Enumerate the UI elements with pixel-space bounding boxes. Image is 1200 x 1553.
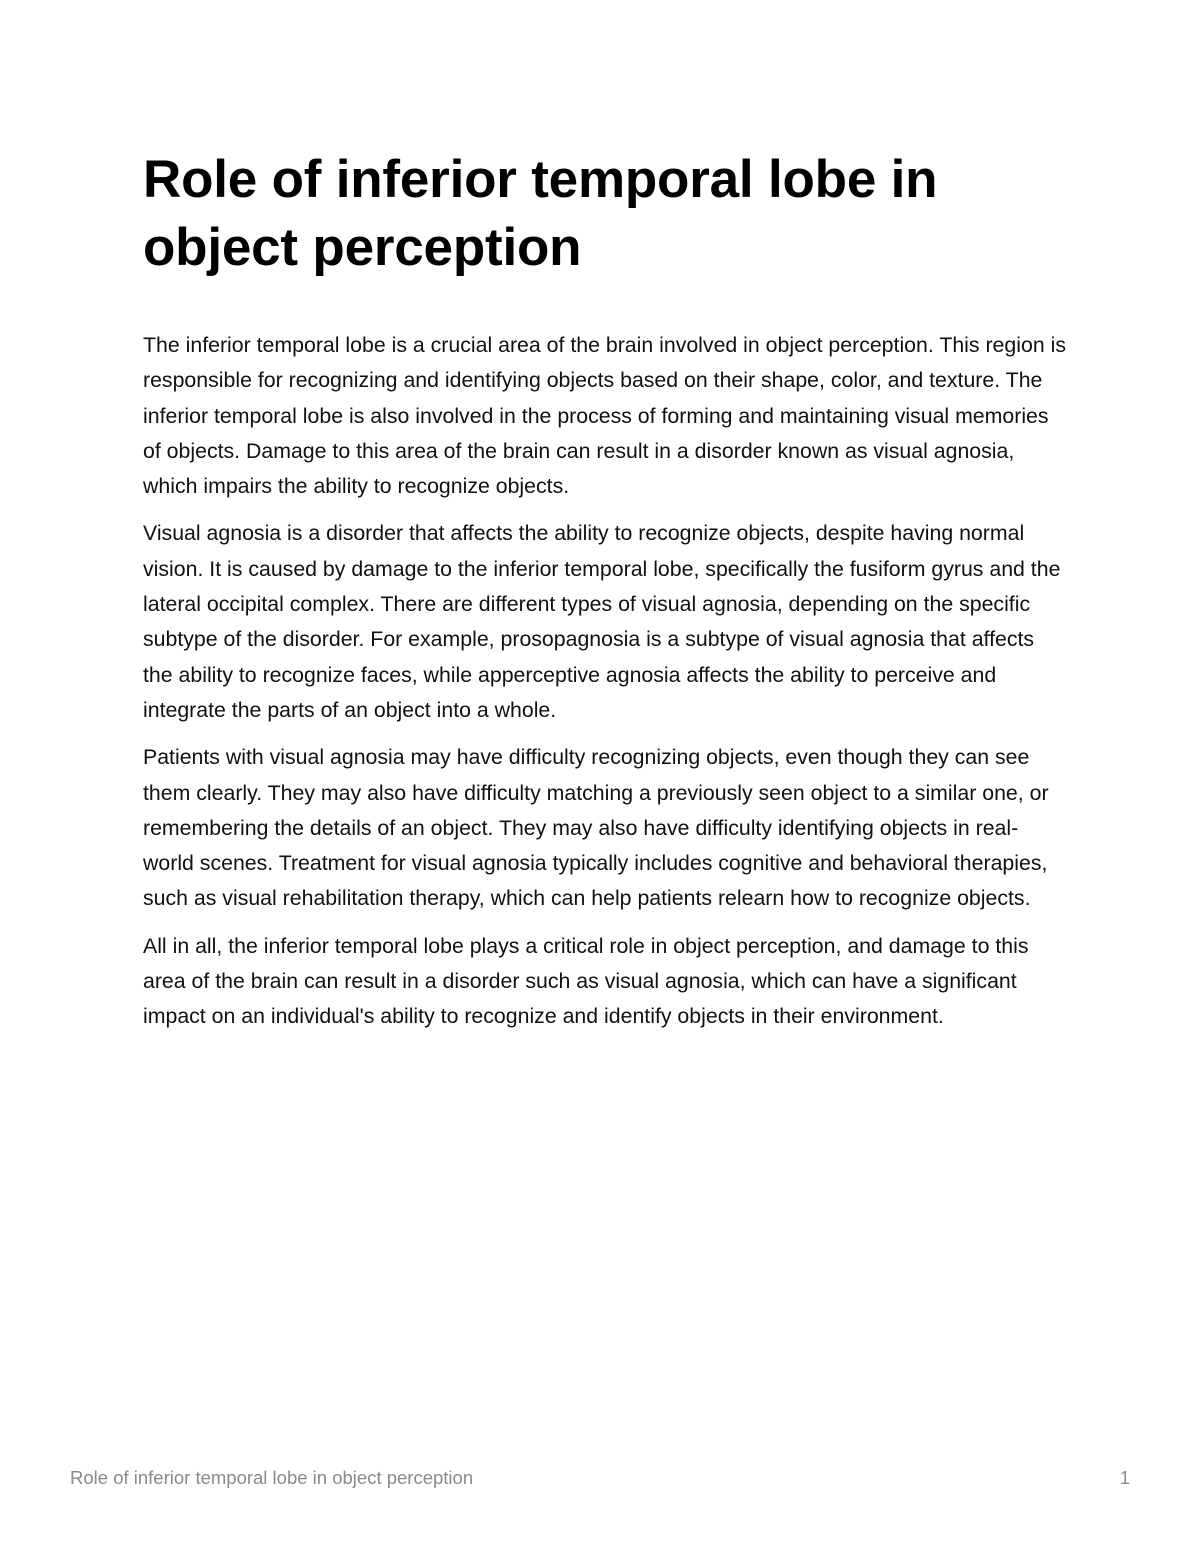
paragraph-4: All in all, the inferior temporal lobe plays a critical role in object perception, and damage to this area of the brain can result in a disorder such as visual agnosia, which can have a significant impact on an individual's ability to recognize and identify objects in their environment. xyxy=(143,933,1029,1029)
page-footer xyxy=(70,1464,1130,1492)
document-body xyxy=(143,328,1068,1035)
footer-running-title: Role of inferior temporal lobe in object perception xyxy=(70,1467,474,1488)
page-content xyxy=(143,146,1068,1047)
paragraph-1: The inferior temporal lobe is a crucial area of the brain involved in object perception. This region is responsible for recognizing and identifying objects based on their shape, color, and texture. The inferior temporal lobe is also involved in the process of forming and maintaining visual memories of objects. Damage to this area of the brain can result in a disorder known as visual agnosia, which impairs the ability to recognize objects. xyxy=(143,333,1066,499)
paragraph-2: Visual agnosia is a disorder that affects the ability to recognize objects, despite having normal vision. It is caused by damage to the inferior temporal lobe, specifically the fusiform gyrus and the lateral occipital complex. There are different types of visual agnosia, depending on the specific subtype of the disorder. For example, prosopagnosia is a subtype of visual agnosia that affects the ability to recognize faces, while apperceptive agnosia affects the ability to perceive and integrate the parts of an object into a whole. xyxy=(143,521,1061,722)
footer-page-number: 1 xyxy=(1119,1467,1130,1488)
document-title: Role of inferior temporal lobe in object perception xyxy=(143,150,938,277)
paragraph-3: Patients with visual agnosia may have difficulty recognizing objects, even though they can see them clearly. They may also have difficulty matching a previously seen object to a similar one, or remembering the details of an object. They may also have difficulty identifying objects in real-world scenes. Treatment for visual agnosia typically includes cognitive and behavioral therapies, such as visual rehabilitation therapy, which can help patients relearn how to recognize objects. xyxy=(143,745,1049,911)
